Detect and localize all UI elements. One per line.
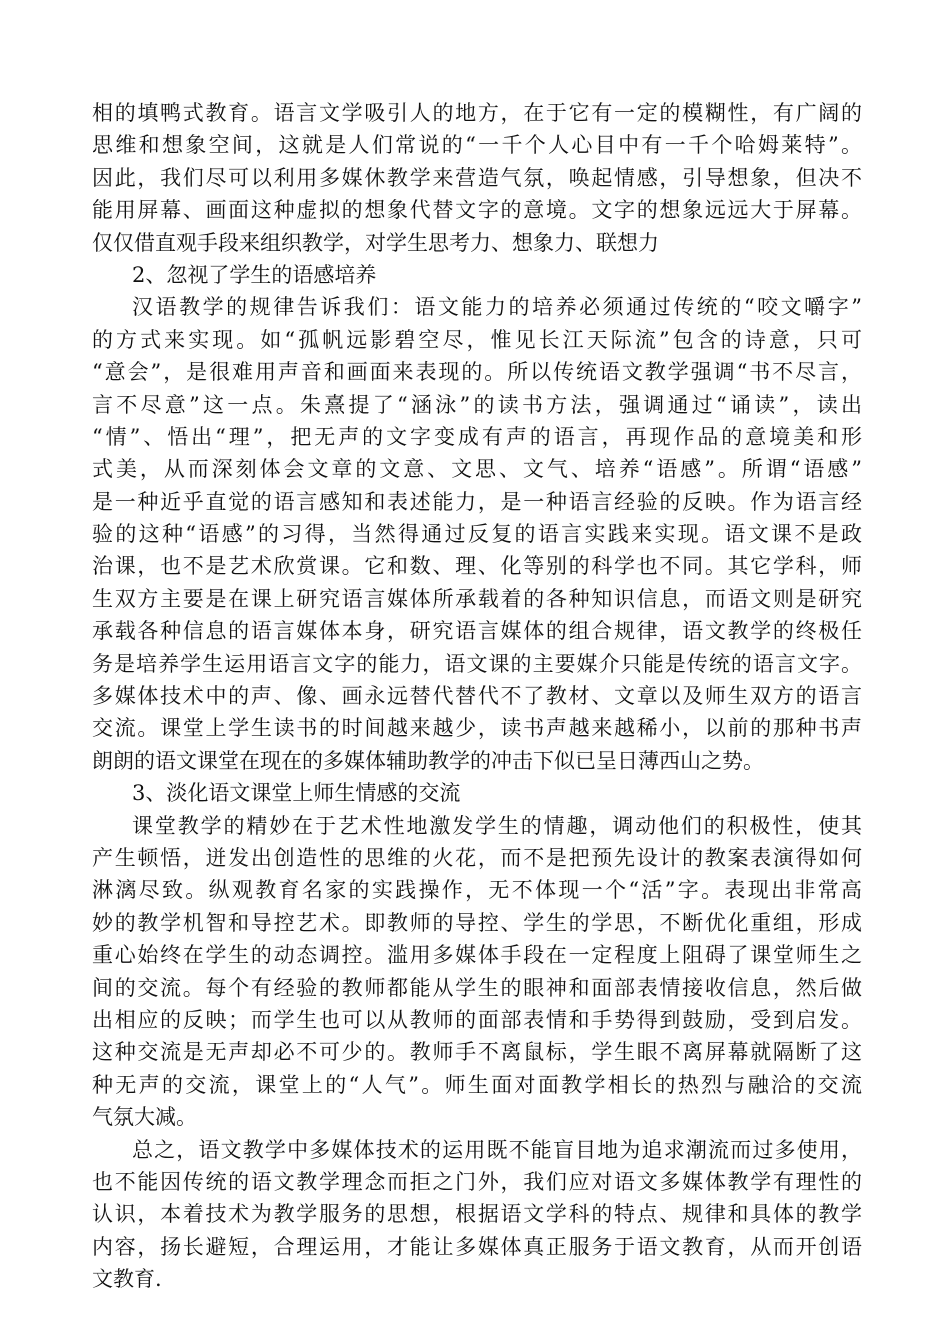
text-line: 能用屏幕、画面这种虚拟的想象代替文字的意境。文字的想象远远大于屏幕。 xyxy=(92,198,862,223)
text-line: 式美，从而深刻体会文章的文意、文思、文气、培养“语感”。所谓“语感” xyxy=(92,457,862,482)
text-line: 多媒体技术中的声、像、画永远替代替代不了教材、文章以及师生双方的语言 xyxy=(92,684,862,709)
text-line: 内容，扬长避短，合理运用，才能让多媒体真正服务于语文教育，从而开创语 xyxy=(92,1234,862,1259)
text-line: 言不尽意”这一点。朱熹提了“涵泳”的读书方法，强调通过“诵读”，读出 xyxy=(92,392,862,417)
text-line: 的方式来实现。如“孤帆远影碧空尽，惟见长江天际流”包含的诗意，只可 xyxy=(92,327,862,352)
paragraph-first-line: 课堂教学的精妙在于艺术性地激发学生的情趣，调动他们的积极性，使其 xyxy=(132,813,862,838)
text-line: 治课，也不是艺术欣赏课。它和数、理、化等别的科学也不同。其它学科，师 xyxy=(92,554,862,579)
text-line: 气氛大减。 xyxy=(92,1105,197,1130)
text-line: 间的交流。每个有经验的教师都能从学生的眼神和面部表情接收信息，然后做 xyxy=(92,975,862,1000)
text-line: 这种交流是无声却必不可少的。教师手不离鼠标，学生眼不离屏幕就隔断了这 xyxy=(92,1040,862,1065)
section-heading: 2、忽视了学生的语感培养 xyxy=(132,262,377,287)
text-line: 也不能因传统的语文教学理念而拒之门外，我们应对语文多媒体教学有理性的 xyxy=(92,1169,862,1194)
section-heading: 3、淡化语文课堂上师生情感的交流 xyxy=(132,781,461,806)
text-line: 种无声的交流，课堂上的“人气”。师生面对面教学相长的热烈与融洽的交流 xyxy=(92,1072,862,1097)
text-line: 承载各种信息的语言媒体本身，研究语言媒体的组合规律，语文教学的终极任 xyxy=(92,619,862,644)
text-line: 相的填鸭式教育。语言文学吸引人的地方，在于它有一定的模糊性，有广阔的 xyxy=(92,101,862,125)
text-line: 重心始终在学生的动态调控。滥用多媒体手段在一定程度上阻碍了课堂师生之 xyxy=(92,943,862,968)
text-line: 生双方主要是在课上研究语言媒体所承载着的各种知识信息，而语文则是研究 xyxy=(92,586,862,611)
text-line: 交流。课堂上学生读书的时间越来越少，读书声越来越稀小，以前的那种书声 xyxy=(92,716,862,741)
text-line: 妙的教学机智和导控艺术。即教师的导控、学生的学思，不断优化重组，形成 xyxy=(92,910,862,935)
text-line: “情”、悟出“理”，把无声的文字变成有声的语言，再现作品的意境美和形 xyxy=(92,424,862,449)
text-line: “意会”，是很难用声音和画面来表现的。所以传统语文教学强调“书不尽言， xyxy=(92,360,862,385)
text-line: 是一种近乎直觉的语言感知和表述能力，是一种语言经验的反映。作为语言经 xyxy=(92,489,862,514)
text-line: 思维和想象空间，这就是人们常说的“一千个人心目中有一千个哈姆莱特”。 xyxy=(92,133,862,158)
text-line: 务是培养学生运用语言文字的能力，语文课的主要媒介只能是传统的语言文字。 xyxy=(92,651,862,676)
text-line: 因此，我们尽可以利用多媒休教学来营造气氛，唤起情感，引导想象，但决不 xyxy=(92,165,862,190)
text-line: 产生顿悟，迸发出创造性的思维的火花，而不是把预先设计的教案表演得如何 xyxy=(92,845,862,870)
text-line: 出相应的反映；而学生也可以从教师的面部表情和手势得到鼓励，受到启发。 xyxy=(92,1007,862,1032)
text-line: 淋漓尽致。纵观教育名家的实践操作，无不体现一个“活”字。表现出非常高 xyxy=(92,878,862,903)
text-line: 朗朗的语文课堂在现在的多媒体辅助教学的冲击下似已呈日薄西山之势。 xyxy=(92,748,764,773)
text-line: 认识，本着技术为教学服务的思想，根据语文学科的特点、规律和具体的教学 xyxy=(92,1202,862,1227)
text-line: 验的这种“语感”的习得，当然得通过反复的语言实践来实现。语文课不是政 xyxy=(92,522,862,547)
paragraph-first-line: 总之，语文教学中多媒体技术的运用既不能盲目地为追求潮流而过多使用， xyxy=(132,1137,862,1162)
document-body xyxy=(92,97,862,1295)
text-line: 仅仅借直观手段来组织教学，对学生思考力、想象力、联想力 xyxy=(92,230,659,255)
paragraph-first-line: 汉语教学的规律告诉我们：语文能力的培养必须通过传统的“咬文嚼字” xyxy=(132,295,862,320)
text-line: 文教育. xyxy=(92,1267,162,1292)
